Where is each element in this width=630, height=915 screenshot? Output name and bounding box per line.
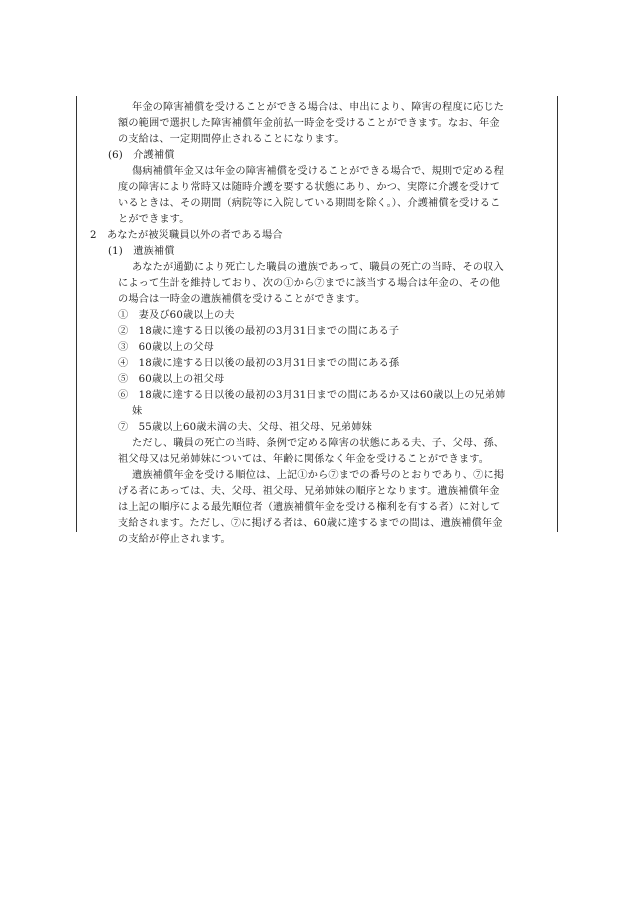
list-item: ⑤ 60歳以上の祖父母 [118,374,225,385]
list-item: ⑥ 18歳に達する日以後の最初の3月31日までの間にあるか又は60歳以上の兄弟姉 [118,390,506,401]
list-item: ③ 60歳以上の父母 [118,342,214,353]
list-item: ⑦ 55歳以上60歳未満の夫、父母、祖父母、兄弟姉妹 [118,422,372,433]
section-heading: (1) 遺族補償 [108,246,175,257]
text-line: とができます。 [118,214,190,225]
text-line: 年金の障害補償を受けることができる場合は、申出により、障害の程度に応じた [132,102,505,113]
text-line: 支給されます。ただし、⑦に掲げる者は、60歳に達するまでの間は、遺族補償年金 [118,518,503,529]
text-line: は上記の順序による最先順位者（遺族補償年金を受ける権利を有する者）に対して [118,502,501,513]
text-line: ただし、職員の死亡の当時、条例で定める障害の状態にある夫、子、父母、孫、 [132,438,505,449]
text-line: 額の範囲で選択した障害補償年金前払一時金を受けることができます。なお、年金 [118,118,500,129]
text-line: 傷病補償年金又は年金の障害補償を受けることができる場合で、規則で定める程 [132,166,504,177]
list-item: ② 18歳に達する日以後の最初の3月31日までの間にある子 [118,326,400,337]
text-line: の支給は、一定期間停止されることになります。 [118,134,345,145]
text-line: げる者にあっては、夫、父母、祖父母、兄弟姉妹の順序となります。遺族補償年金 [118,486,500,497]
text-line: の支給が停止されます。 [118,534,231,545]
text-line: 度の障害により常時又は随時介護を要する状態にあり、かつ、実際に介護を受けて [118,182,501,193]
text-line: 祖父母又は兄弟姉妹については、年齢に関係なく年金を受けることができます。 [118,454,490,465]
text-line: の場合は一時金の遺族補償を受けることができます。 [118,294,366,305]
text-line: 遺族補償年金を受ける順位は、上記①から⑦までの番号のとおりであり、⑦に掲 [132,470,505,481]
section-heading: (6) 介護補償 [108,150,175,161]
list-item: ① 妻及び60歳以上の夫 [118,310,235,321]
text-line: によって生計を維持しており、次の①から⑦までに該当する場合は年金の、その他 [118,278,501,289]
document-body [82,100,554,548]
text-line: いるときは、その期間（病院等に入院している期間を除く。）、介護補償を受けるこ [118,198,501,209]
text-line: あなたが通勤により死亡した職員の遺族であって、職員の死亡の当時、その収入 [132,262,504,273]
list-item: 妹 [132,406,143,417]
section-heading: 2 あなたが被災職員以外の者である場合 [90,230,283,241]
list-item: ④ 18歳に達する日以後の最初の3月31日までの間にある孫 [118,358,400,369]
